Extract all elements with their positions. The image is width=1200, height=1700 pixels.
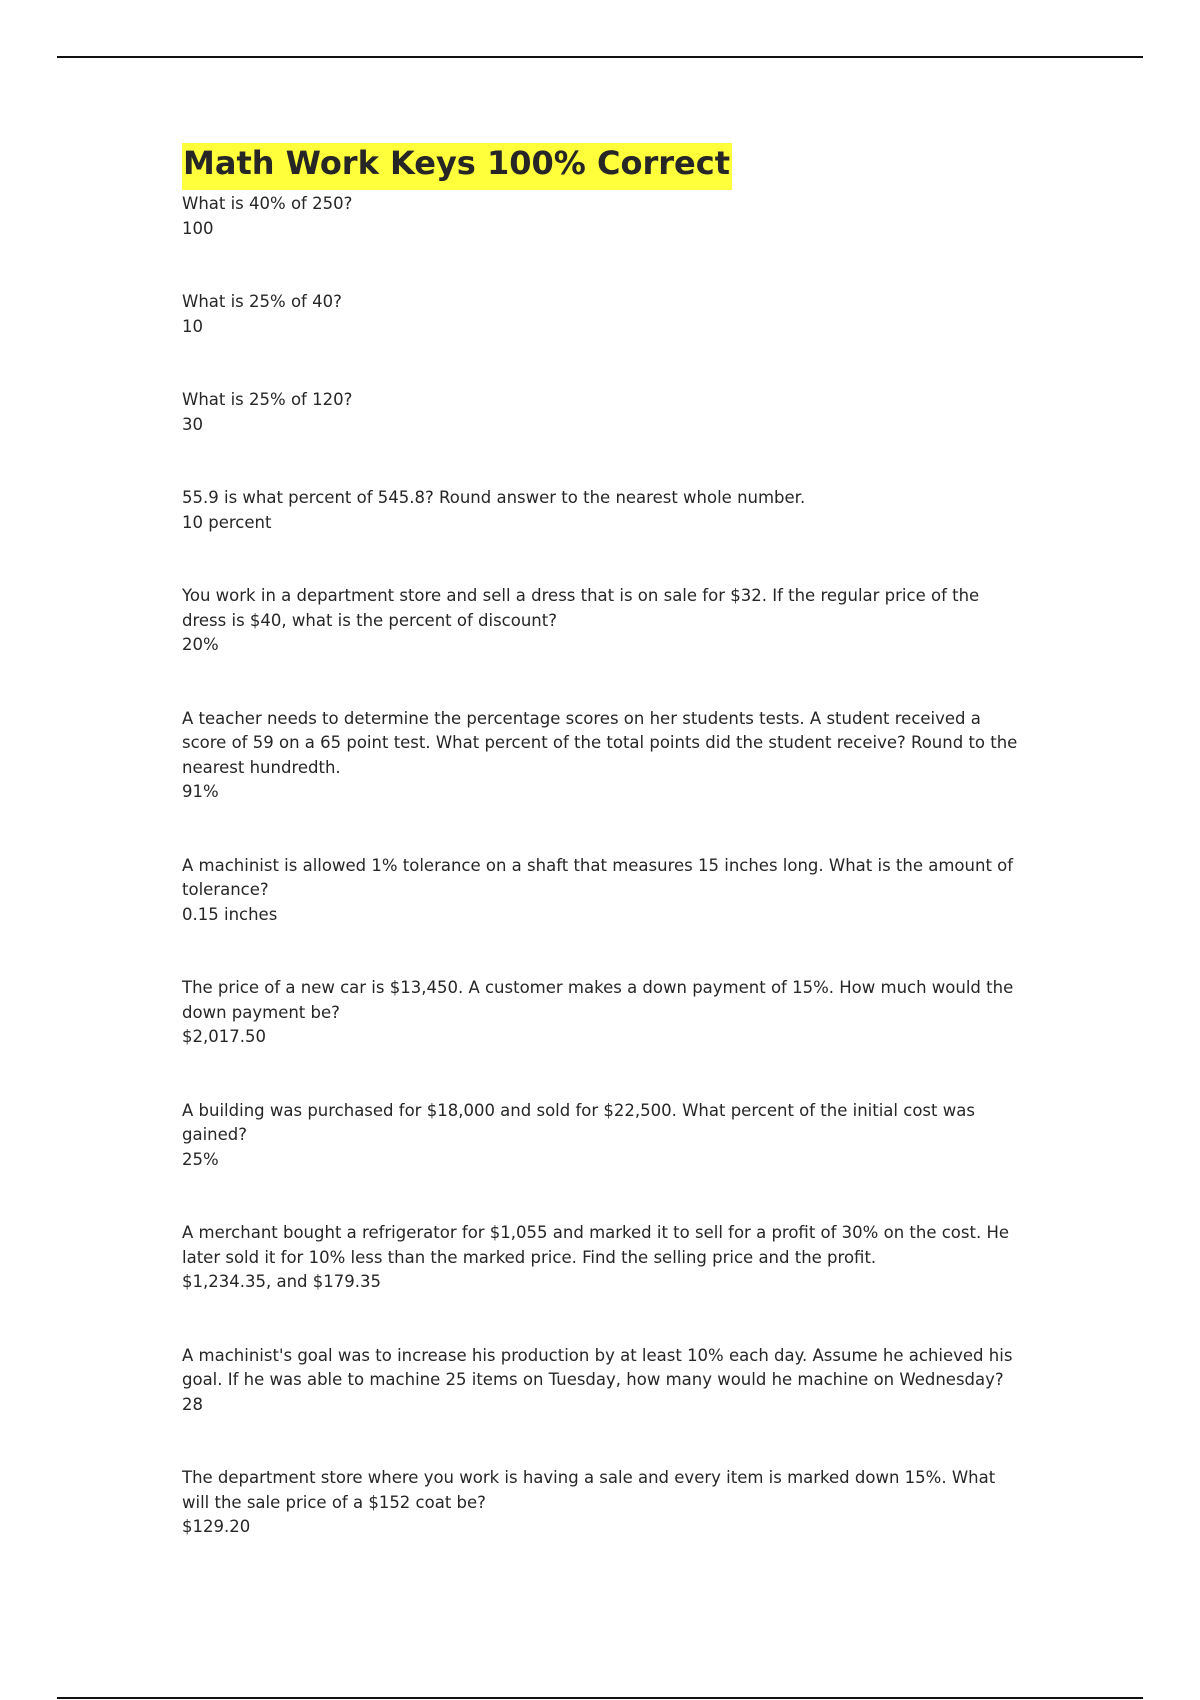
question-text: A merchant bought a refrigerator for $1,055 and marked it to sell for a profit of 30% on the cost. He later sold it for 10% less than the marked price. Find the selling price and the profit. (182, 1223, 1010, 1267)
document-title: Math Work Keys 100% Correct (183, 144, 730, 182)
question-text: What is 40% of 250? (182, 194, 353, 213)
answer-text: $129.20 (182, 1517, 251, 1536)
header-rule (57, 56, 1143, 58)
question-text: The price of a new car is $13,450. A customer makes a down payment of 15%. How much would the down payment be? (182, 978, 1014, 1022)
question-text: The department store where you work is having a sale and every item is marked down 15%. What will the sale price of a $152 coat be? (182, 1468, 996, 1512)
answer-text: $2,017.50 (182, 1027, 266, 1046)
qa-item (182, 388, 1022, 437)
footer-rule (57, 1697, 1143, 1699)
qa-item (182, 707, 1022, 805)
question-text: A machinist is allowed 1% tolerance on a shaft that measures 15 inches long. What is the amount of tolerance? (182, 855, 1014, 899)
question-text: You work in a department store and sell a dress that is on sale for $32. If the regular price of the dress is $40, what is the percent of discount? (182, 586, 980, 630)
qa-item (182, 976, 1022, 1050)
qa-item (182, 1099, 1022, 1173)
qa-item (182, 854, 1022, 928)
qa-item (182, 486, 1022, 535)
qa-item (182, 584, 1022, 658)
document-body (182, 143, 1022, 1589)
answer-text: 25% (182, 1149, 219, 1169)
answer-text: 10 (182, 316, 203, 336)
qa-item (182, 1466, 1022, 1540)
title-highlight (182, 143, 732, 190)
question-text: A machinist's goal was to increase his production by at least 10% each day. Assume he achieved his goal. If he was able to machine 25 items on Tuesday, how many would he machine on Wednesday? (182, 1345, 1013, 1389)
answer-text: 0.15 inches (182, 904, 278, 924)
answer-text: 100 (182, 218, 214, 238)
qa-item (182, 290, 1022, 339)
qa-list (182, 192, 1022, 1540)
answer-text: 10 percent (182, 512, 272, 532)
qa-item (182, 1221, 1022, 1295)
answer-text: 91% (182, 782, 219, 801)
question-text: What is 25% of 120? (182, 390, 353, 409)
qa-item (182, 192, 1022, 241)
question-text: A teacher needs to determine the percentage scores on her students tests. A student received a score of 59 on a 65 point test. What percent of the total points did the student receive? Round to the nearest hundredth. (182, 708, 1018, 777)
qa-item (182, 1344, 1022, 1418)
question-text: A building was purchased for $18,000 and sold for $22,500. What percent of the initial cost was gained? (182, 1100, 975, 1144)
question-text: What is 25% of 40? (182, 292, 342, 311)
answer-text: 20% (182, 635, 219, 654)
answer-text: $1,234.35, and $179.35 (182, 1272, 381, 1291)
answer-text: 28 (182, 1394, 203, 1414)
question-text: 55.9 is what percent of 545.8? Round answer to the nearest whole number. (182, 488, 806, 507)
answer-text: 30 (182, 414, 203, 434)
